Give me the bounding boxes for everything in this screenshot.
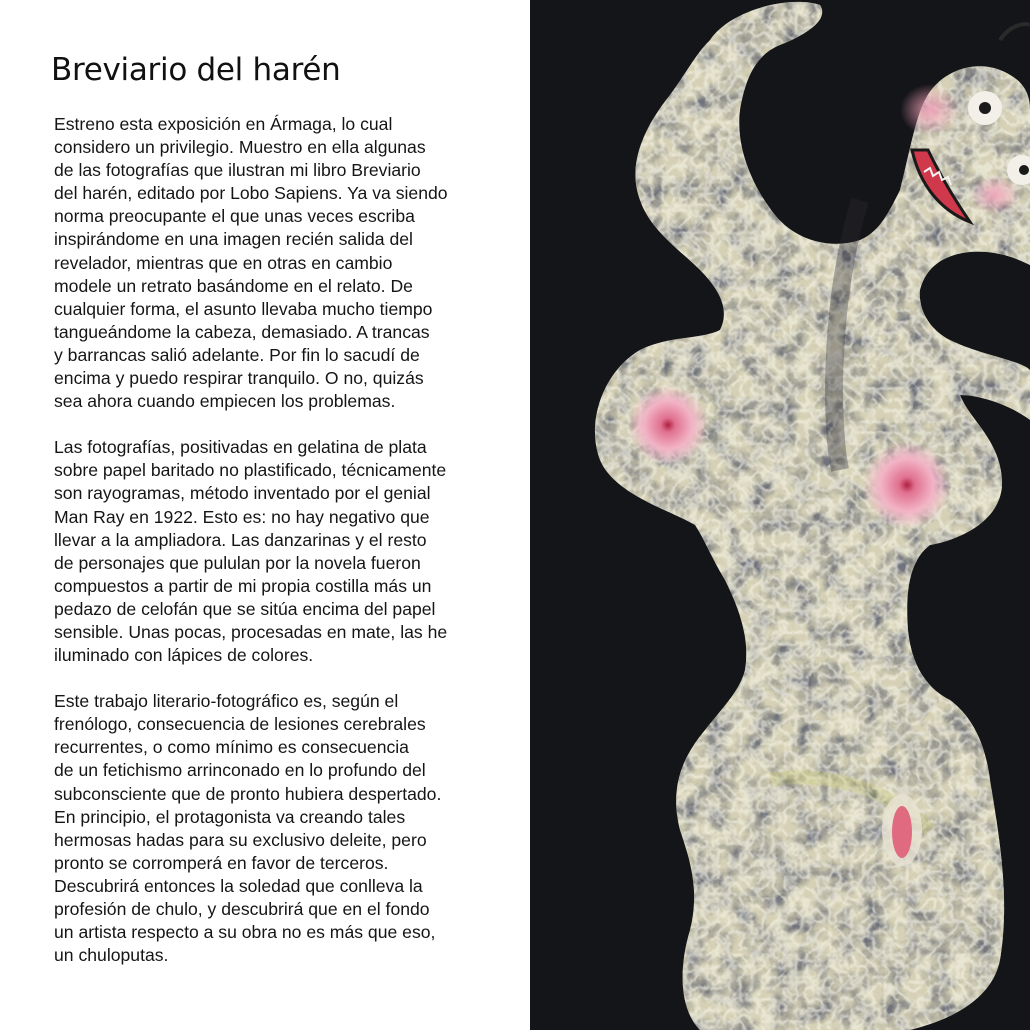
text-line: de un fetichismo arrinconado en lo profundo del [54, 760, 426, 781]
text-line: considero un privilegio. Muestro en ella algunas [54, 137, 426, 158]
text-line: inspirándome en una imagen recién salida del [54, 229, 413, 250]
rayogram-figure-illustration [530, 0, 1030, 1030]
paragraph-2 [54, 436, 494, 667]
text-line: encima y puedo respirar tranquilo. O no, quizás [54, 368, 424, 389]
text-line: Man Ray en 1922. Esto es: no hay negativo que [54, 506, 430, 527]
text-line: modele un retrato basándome en el relato. De [54, 275, 413, 296]
text-line: pedazo de celofán que se sitúa encima del papel [54, 598, 436, 619]
text-line: sensible. Unas pocas, procesadas en mate, las he [54, 621, 448, 642]
pupil-icon [979, 102, 991, 114]
text-line: profesión de chulo, y descubrirá que en el fondo [54, 899, 430, 919]
text-line: Este trabajo literario-fotográfico es, según el [54, 691, 399, 712]
text-line: del harén, editado por Lobo Sapiens. Ya va siendo [54, 183, 448, 204]
text-line: Descubrirá entonces la soledad que conlleva la [54, 875, 423, 896]
nipple-right [863, 441, 951, 529]
page-title: Breviario del harén [51, 52, 341, 88]
text-line: compuestos a partir de mi propia costilla más un [54, 575, 432, 596]
text-line: norma preocupante el que unas veces escriba [54, 206, 415, 227]
text-line: de las fotografías que ilustran mi libro Breviario [54, 160, 421, 181]
text-line: cualquier forma, el asunto llevaba mucho tiempo [54, 298, 433, 319]
text-line: subconsciente que de pronto hubiera despertado. [54, 783, 442, 804]
text-line: un chuloputas. [54, 945, 169, 966]
photo-rayogram [530, 0, 1030, 1030]
text-line: y barrancas salió adelante. Por fin lo sacudí de [54, 344, 420, 365]
cheek-blush [900, 84, 960, 136]
text-line: de personajes que pululan por la novela fueron [54, 552, 421, 573]
text-line: recurrentes, o como mínimo es consecuencia [54, 737, 409, 758]
text-line: iluminado con lápices de colores. [54, 645, 314, 666]
body-text [54, 113, 494, 967]
text-line: sobre papel baritado no plastificado, técnicamente [54, 460, 447, 481]
pupil-icon [1019, 165, 1029, 175]
text-line: Las fotografías, positivadas en gelatina de plata [54, 437, 427, 458]
text-line: sea ahora cuando empiecen los problemas. [54, 391, 396, 412]
paragraph-1 [54, 113, 494, 413]
text-line: llevar a la ampliadora. Las danzarinas y el resto [54, 529, 427, 550]
text-line: tangueándome la cabeza, demasiado. A trancas [54, 321, 430, 342]
text-line: un artista respecto a su obra no es más que eso, [54, 922, 436, 943]
pubic-detail [882, 794, 922, 866]
nipple-left [628, 385, 708, 465]
text-line: Estreno esta exposición en Ármaga, lo cual [54, 114, 393, 134]
paragraph-3 [54, 690, 494, 967]
text-line: revelador, mientras que en otras en cambio [54, 252, 393, 273]
text-line: frenólogo, consecuencia de lesiones cerebrales [54, 714, 426, 735]
text-line: hermosas hadas para su exclusivo deleite, pero [54, 829, 427, 850]
text-line: En principio, el protagonista va creando tales [54, 806, 406, 827]
text-line: pronto se corromperá en favor de terceros. [54, 852, 389, 873]
text-line: son rayogramas, método inventado por el genial [54, 483, 431, 504]
